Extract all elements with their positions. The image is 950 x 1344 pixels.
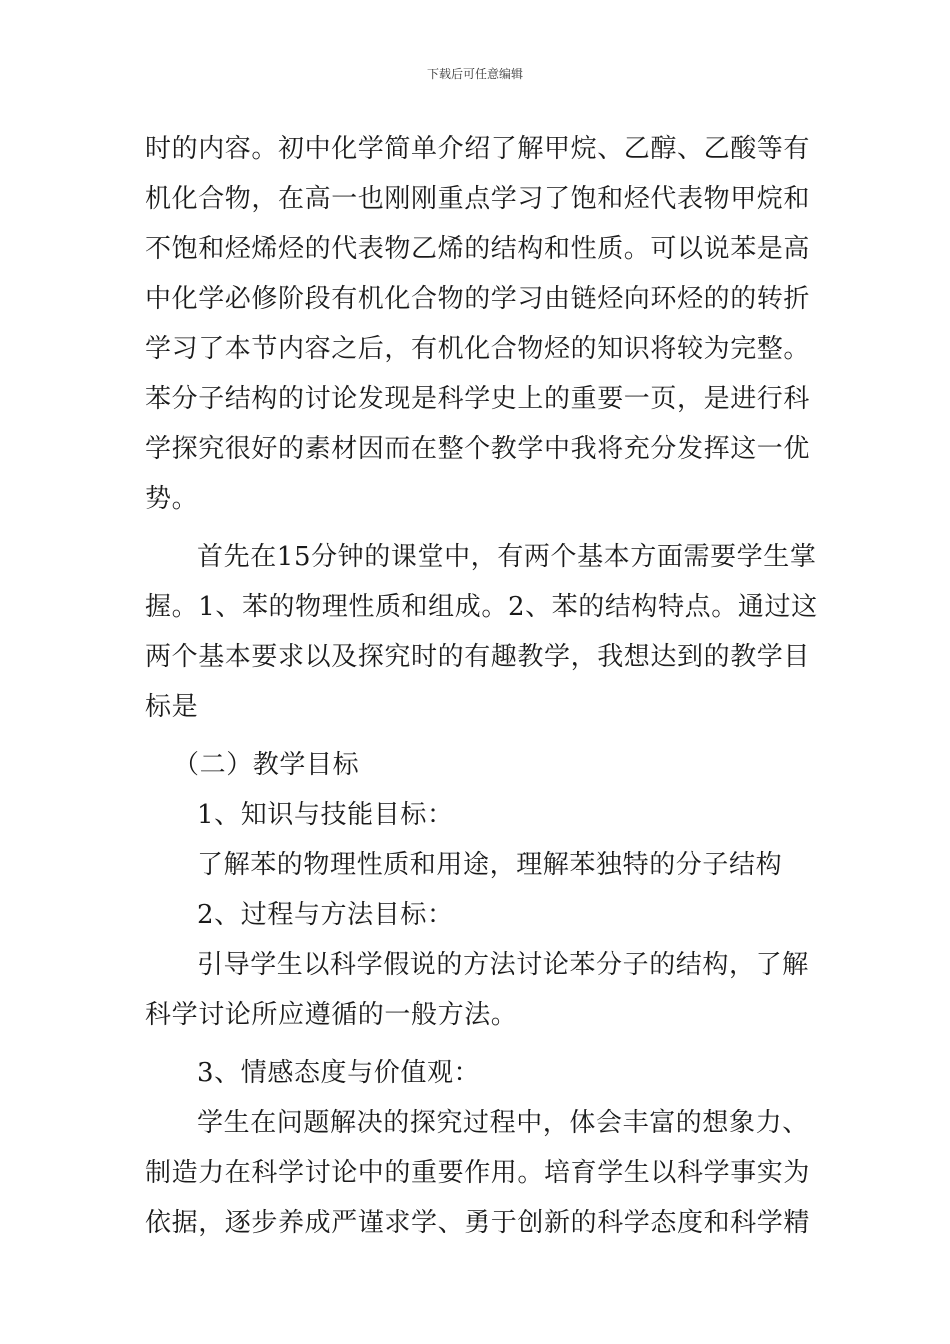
paragraph-line: 标是	[145, 692, 199, 722]
section-heading: （二）教学目标	[173, 750, 360, 780]
paragraph-line: 首先在15分钟的课堂中，有两个基本方面需要学生掌	[197, 542, 817, 572]
paragraph-line: 苯分子结构的讨论发现是科学史上的重要一页，是进行科	[145, 384, 811, 414]
goal-heading: 2、过程与方法目标：	[197, 900, 454, 930]
paragraph-line: 两个基本要求以及探究时的有趣教学，我想达到的教学目	[145, 642, 811, 672]
paragraph-line: 科学讨论所应遵循的一般方法。	[145, 1000, 518, 1030]
paragraph-line: 学探究很好的素材因而在整个教学中我将充分发挥这一优	[145, 434, 811, 464]
paragraph-line: 时的内容。初中化学简单介绍了解甲烷、乙醇、乙酸等有	[145, 134, 811, 164]
paragraph-line: 引导学生以科学假说的方法讨论苯分子的结构，了解	[197, 950, 809, 980]
paragraph-line: 了解苯的物理性质和用途，理解苯独特的分子结构	[197, 850, 783, 880]
paragraph-line: 握。1、苯的物理性质和组成。2、苯的结构特点。通过这	[145, 592, 818, 622]
paragraph-line: 学生在问题解决的探究过程中，体会丰富的想象力、	[197, 1108, 809, 1138]
document-body	[145, 124, 818, 1248]
goal-heading: 3、情感态度与价值观：	[197, 1058, 481, 1088]
paragraph-line: 依据，逐步养成严谨求学、勇于创新的科学态度和科学精	[145, 1208, 811, 1238]
goal-heading: 1、知识与技能目标：	[197, 800, 454, 830]
paragraph-line: 势。	[145, 484, 199, 514]
page-header: 下载后可任意编辑	[426, 67, 523, 81]
paragraph-line: 机化合物，在高一也刚刚重点学习了饱和烃代表物甲烷和	[145, 184, 811, 214]
paragraph-line: 制造力在科学讨论中的重要作用。培育学生以科学事实为	[145, 1158, 811, 1188]
paragraph-line: 学习了本节内容之后，有机化合物烃的知识将较为完整。	[145, 334, 811, 364]
paragraph-line: 中化学必修阶段有机化合物的学习由链烃向环烃的的转折	[145, 284, 811, 314]
paragraph-line: 不饱和烃烯烃的代表物乙烯的结构和性质。可以说苯是高	[145, 234, 811, 264]
